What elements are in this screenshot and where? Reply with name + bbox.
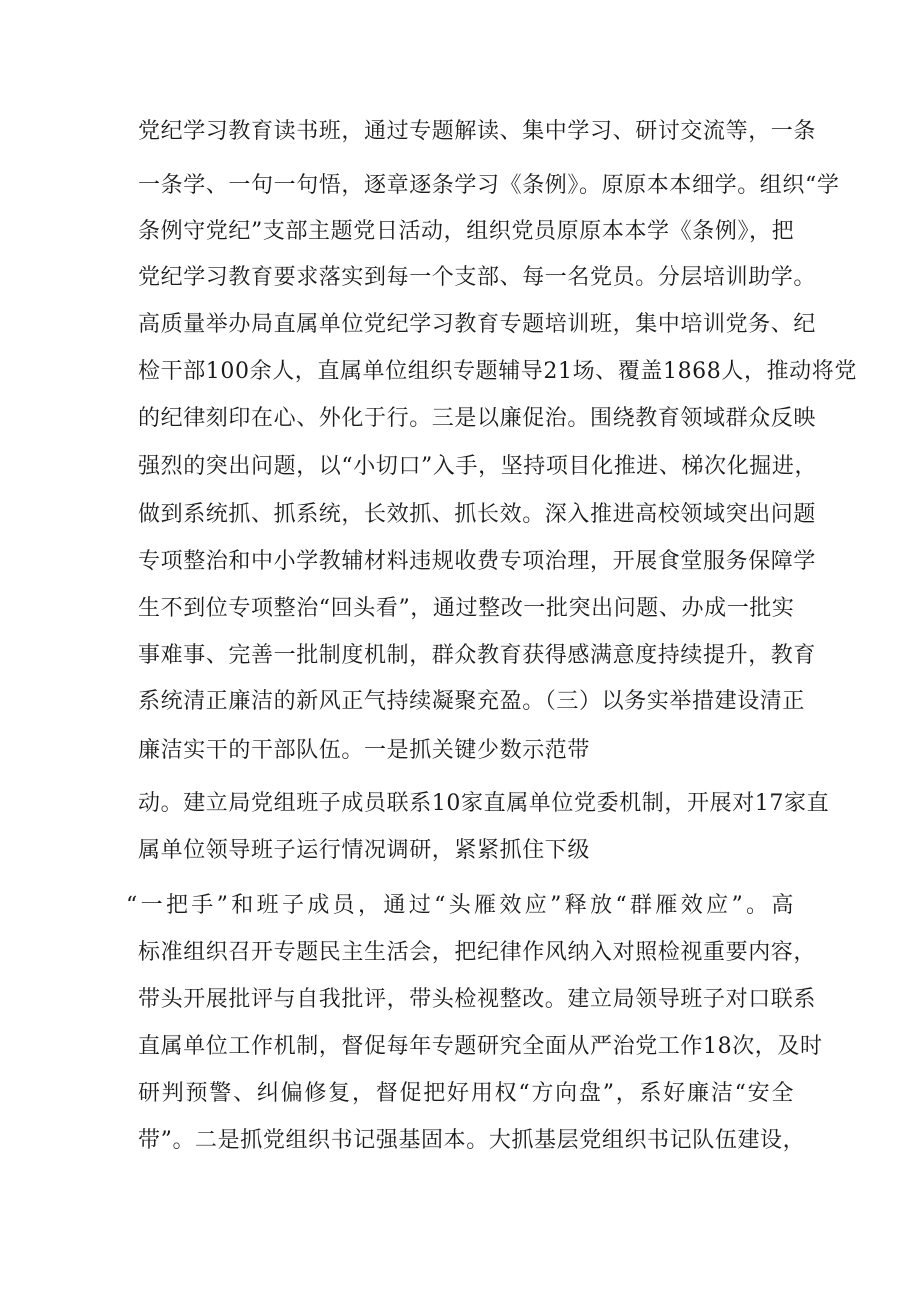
text-line: 带”。二是抓党组织书记强基固本。大抓基层党组织书记队伍建设，	[138, 1128, 806, 1153]
text-line: 标准组织召开专题民主生活会，把纪律作风纳入对照检视重要内容，	[138, 940, 817, 965]
text-line: 直属单位工作机制，督促每年专题研究全面从严治党工作18次，及时	[138, 1034, 823, 1059]
text-line: 专项整治和中小学教辅材料违规收费专项治理，开展食堂服务保障学	[138, 549, 817, 574]
text-line: 事难事、完善一批制度机制，群众教育获得感满意度持续提升，教育	[138, 643, 817, 668]
text-line: 高质量举办局直属单位党纪学习教育专题培训班，集中培训党务、纪	[138, 312, 817, 337]
text-line: 带头开展批评与自我批评，带头检视整改。建立局领导班子对口联系	[138, 987, 817, 1012]
text-line: 研判预警、纠偏修复，督促把好用权“方向盘”，系好廉洁“安全	[138, 1081, 794, 1106]
text-line: 检干部100余人，直属单位组织专题辅导21场、覆盖1868人，推动将党	[138, 359, 857, 384]
text-line: 系统清正廉洁的新风正气持续凝聚充盈。（三）以务实举措建设清正	[138, 689, 806, 714]
text-line: 强烈的突出问题，以“小切口”入手，坚持项目化推进、梯次化掘进，	[138, 454, 818, 479]
text-line: 生不到位专项整治“回头看”，通过整改一批突出问题、办成一批实	[138, 596, 795, 621]
text-line: 一条学、一句一句悟，逐章逐条学习《条例》。原原本本细学。组织“学	[138, 173, 840, 198]
text-line: 属单位领导班子运行情况调研，紧紧抓住下级	[138, 838, 591, 863]
text-line: 的纪律刻印在心、外化于行。三是以廉促治。围绕教育领域群众反映	[138, 406, 817, 431]
text-line: 做到系统抓、抓系统，长效抓、抓长效。深入推进高校领域突出问题	[138, 502, 817, 527]
text-line: 条例守党纪”支部主题党日活动，组织党员原原本本学《条例》，把	[138, 219, 795, 244]
text-line: 党纪学习教育要求落实到每一个支部、每一名党员。分层培训助学。	[138, 265, 817, 290]
text-line: “一把手”和班子成员，通过“头雁效应”释放“群雁效应”。高	[126, 893, 794, 918]
text-line: 动。建立局党组班子成员联系10家直属单位党委机制，开展对17家直	[138, 791, 830, 816]
text-line: 廉洁实干的干部队伍。一是抓关键少数示范带	[138, 738, 591, 763]
text-line: 党纪学习教育读书班，通过专题解读、集中学习、研讨交流等，一条	[138, 119, 817, 144]
